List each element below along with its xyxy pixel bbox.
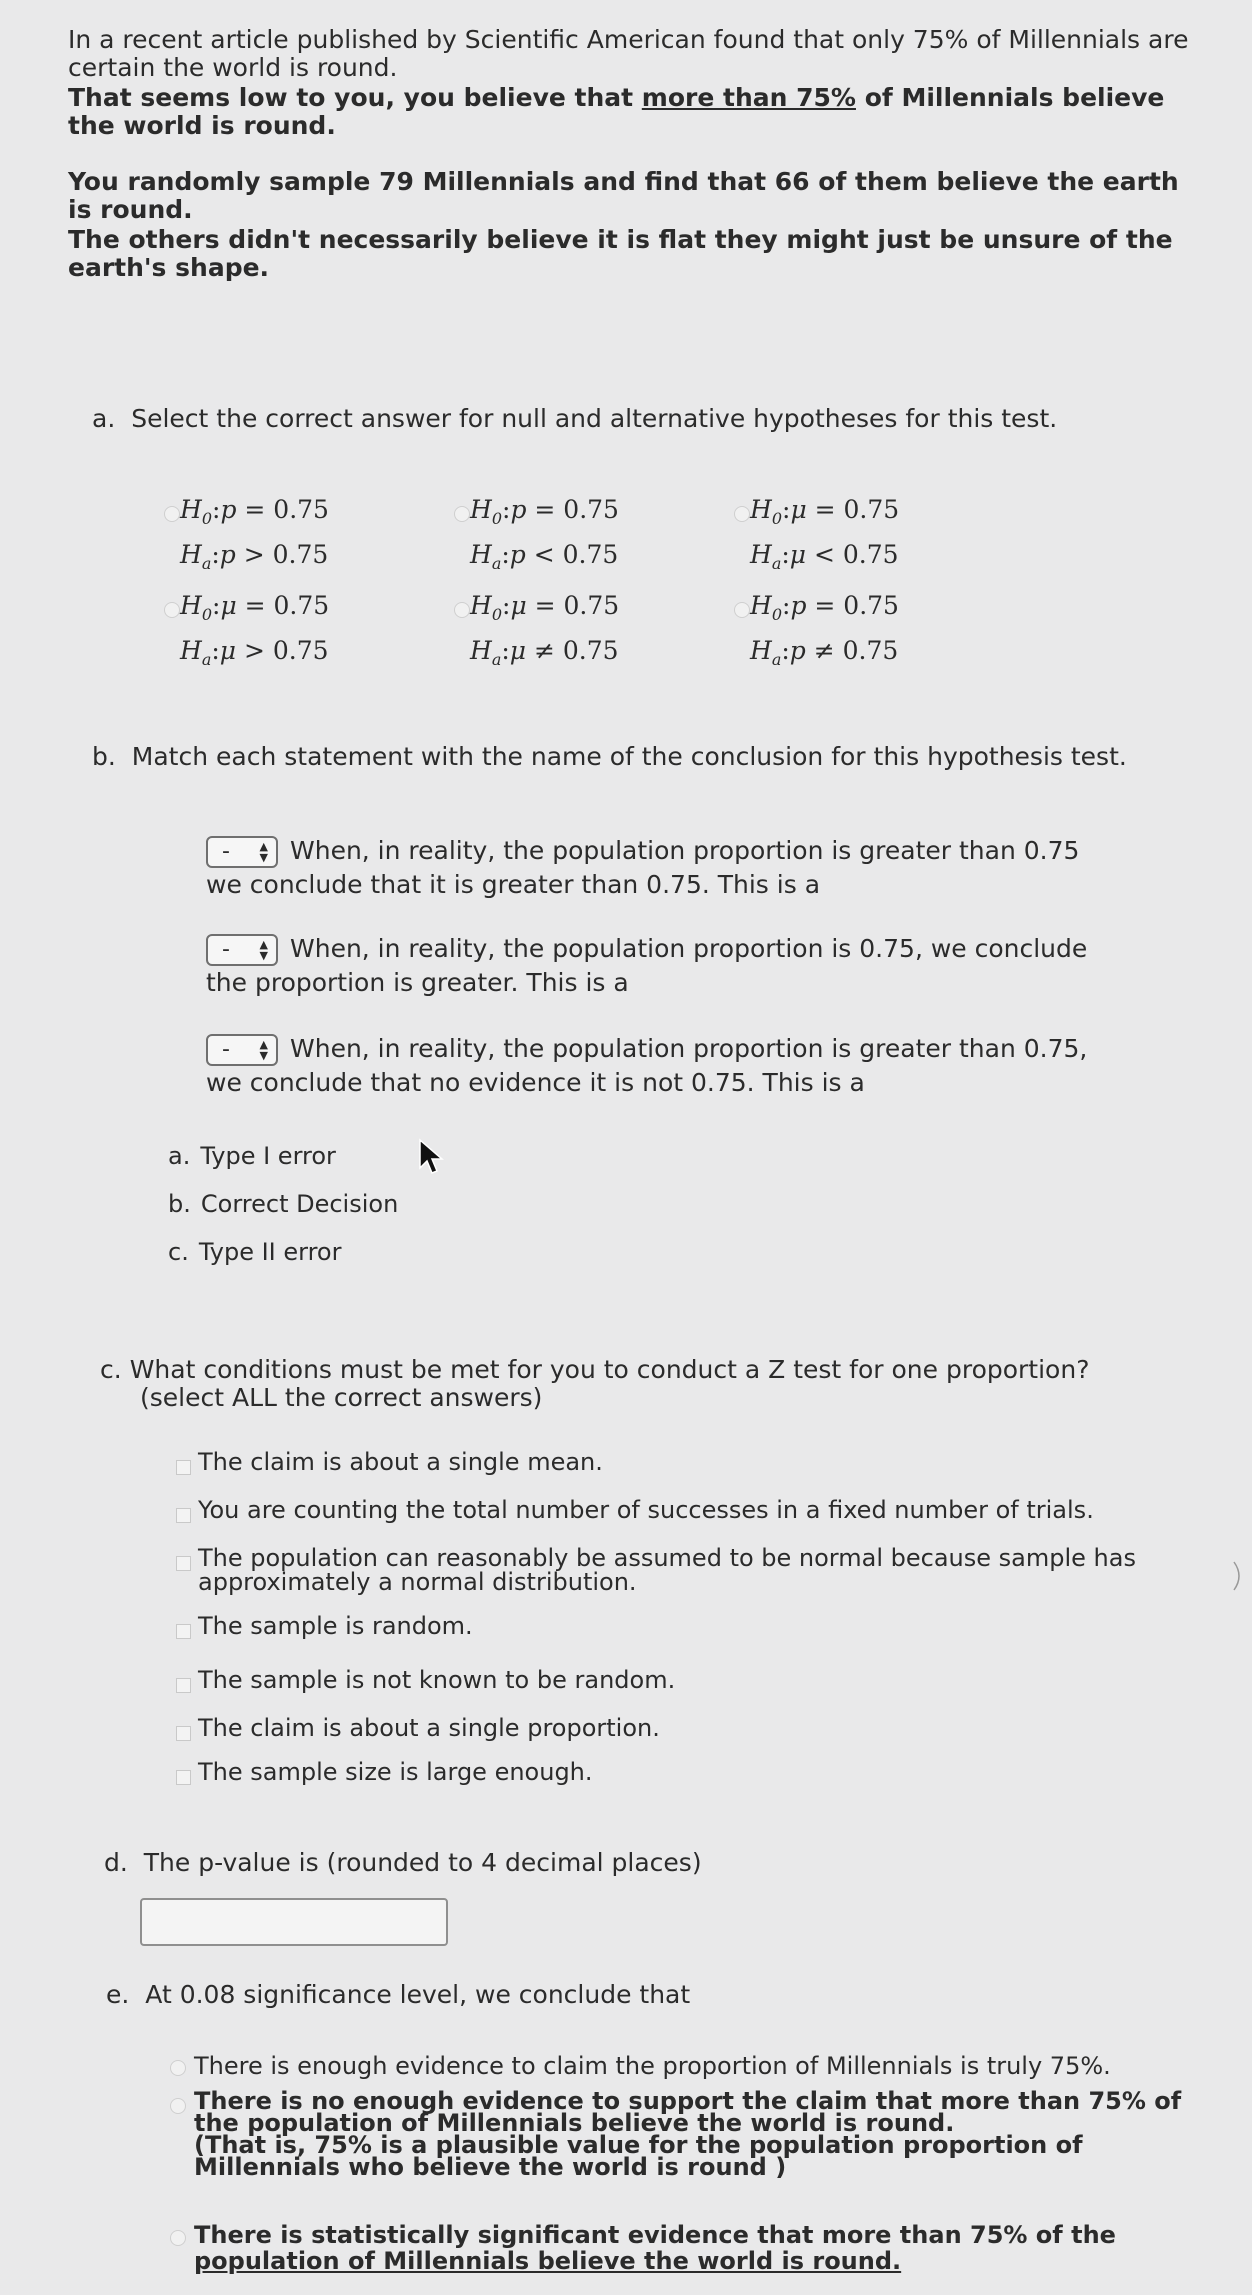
conclusion-option-1[interactable]	[178, 2052, 1111, 2080]
hypothesis-token: μ	[219, 636, 237, 665]
hypothesis-option-5[interactable]	[470, 588, 619, 678]
hypothesis-token: :	[501, 540, 510, 569]
hypothesis-token: <	[806, 540, 843, 569]
hypothesis-option-2[interactable]	[470, 492, 619, 582]
hypothesis-token: =	[806, 591, 844, 620]
hypothesis-option-1[interactable]	[180, 492, 329, 582]
intro-p2-underlined: more than 75%	[641, 83, 856, 112]
checkbox[interactable]	[176, 1726, 191, 1741]
choice-letter: a.	[168, 1142, 191, 1170]
conclusion-option-2-line: the population of Millennials believe the world is round.	[194, 2109, 955, 2137]
mouse-pointer-icon	[418, 1138, 450, 1178]
hypothesis-token: a	[201, 554, 212, 573]
select-value: -	[222, 937, 230, 962]
hypothesis-token: H	[470, 591, 492, 620]
statement-text: When, in reality, the population proportion is greater than 0.75	[290, 836, 1080, 865]
hypothesis-token: 0.75	[273, 495, 329, 524]
condition-option-7[interactable]	[176, 1760, 593, 1784]
part-c-question-2: (select ALL the correct answers)	[140, 1383, 543, 1412]
conclusion-option-3-line: There is statistically significant evidence that more than 75% of the	[194, 2221, 1116, 2249]
hypothesis-text	[470, 588, 619, 678]
hypothesis-token: a	[201, 650, 212, 669]
hypothesis-token: :	[211, 540, 220, 569]
choice-letter: c.	[168, 1238, 189, 1266]
hypothesis-token: p	[219, 540, 236, 569]
radio-button[interactable]	[170, 2060, 186, 2076]
conclusion-option-2-text	[194, 2087, 1182, 2181]
hypothesis-token: 0	[491, 509, 502, 528]
statement-text: we conclude that no evidence it is not 0.75. This is a	[206, 1068, 865, 1097]
hypothesis-token: p	[510, 495, 527, 524]
hypothesis-token: H	[470, 540, 492, 569]
hypothesis-token: H	[180, 636, 202, 665]
hypothesis-token: :	[781, 540, 790, 569]
p-value-input[interactable]	[140, 1898, 448, 1946]
hypothesis-token: p	[220, 495, 237, 524]
hypothesis-token: :	[211, 636, 220, 665]
condition-text	[198, 1614, 473, 1638]
radio-button[interactable]	[164, 506, 180, 522]
condition-option-3[interactable]	[176, 1546, 1136, 1594]
part-d-heading	[104, 1848, 702, 1877]
hypothesis-token: =	[806, 495, 844, 524]
choice-letter: b.	[168, 1190, 191, 1218]
hypothesis-token: :	[212, 495, 221, 524]
alternative-hypothesis	[470, 633, 619, 678]
hypothesis-token: H	[180, 540, 202, 569]
hypothesis-token: >	[236, 636, 273, 665]
part-a-question: Select the correct answer for null and alternative hypotheses for this test.	[131, 404, 1058, 433]
null-hypothesis	[470, 492, 619, 537]
select-arrows-icon: ▲ ▼	[259, 840, 268, 864]
choice-correct-decision	[168, 1190, 398, 1238]
hypothesis-token: =	[526, 591, 564, 620]
hypothesis-token: 0	[771, 605, 782, 624]
hypothesis-token: 0.75	[273, 591, 330, 620]
hypothesis-token: :	[782, 495, 791, 524]
hypothesis-token: H	[750, 636, 772, 665]
intro-p4: The others didn't necessarily believe it is flat they might just be unsure of the earth's shape.	[68, 225, 1173, 282]
hypothesis-token: 0.75	[272, 636, 329, 665]
radio-button[interactable]	[734, 506, 750, 522]
part-e-question: At 0.08 significance level, we conclude that	[145, 1980, 691, 2009]
condition-option-4[interactable]	[176, 1614, 473, 1638]
condition-line: The sample is not known to be random.	[198, 1666, 676, 1694]
condition-text	[198, 1450, 603, 1474]
select-arrows-icon: ▲ ▼	[259, 1038, 268, 1062]
checkbox[interactable]	[176, 1678, 191, 1693]
hypothesis-token: p	[790, 591, 807, 620]
conclusion-option-1-text: There is enough evidence to claim the proportion of Millennials is truly 75%.	[194, 2052, 1111, 2080]
condition-line: The sample size is large enough.	[198, 1758, 593, 1786]
hypothesis-token: :	[212, 591, 221, 620]
hypothesis-token: 0.75	[562, 636, 619, 665]
part-c-question: What conditions must be met for you to conduct a Z test for one proportion?	[129, 1355, 1090, 1384]
condition-text	[198, 1716, 660, 1740]
hypothesis-token: :	[502, 495, 511, 524]
hypothesis-token: a	[771, 650, 782, 669]
null-hypothesis	[470, 588, 619, 633]
null-hypothesis	[180, 492, 329, 537]
part-b-question: Match each statement with the name of the conclusion for this hypothesis test.	[131, 742, 1127, 771]
choice-type-i	[168, 1142, 398, 1190]
part-a-heading	[92, 404, 1057, 433]
part-e-label: e.	[106, 1980, 130, 2009]
hypothesis-token: 0.75	[842, 636, 899, 665]
hypothesis-token: H	[470, 495, 492, 524]
condition-line: The claim is about a single mean.	[198, 1448, 603, 1476]
part-d-question: The p-value is (rounded to 4 decimal places)	[143, 1848, 702, 1877]
hypothesis-token: p	[509, 540, 526, 569]
hypothesis-option-4[interactable]	[180, 588, 329, 678]
hypothesis-text	[180, 492, 329, 582]
hypothesis-text	[750, 492, 899, 582]
alternative-hypothesis	[470, 537, 619, 582]
condition-line: The sample is random.	[198, 1612, 473, 1640]
hypothesis-token: :	[501, 636, 510, 665]
alternative-hypothesis	[750, 537, 899, 582]
radio-button[interactable]	[170, 2230, 186, 2246]
part-c-label: c.	[100, 1355, 122, 1384]
condition-option-5[interactable]	[176, 1668, 675, 1692]
condition-option-2[interactable]	[176, 1498, 1094, 1522]
hypothesis-token: a	[771, 554, 782, 573]
hypothesis-token: :	[502, 591, 511, 620]
hypothesis-token: H	[750, 540, 772, 569]
select-value: -	[222, 1037, 230, 1062]
choice-type-ii	[168, 1238, 398, 1286]
hypothesis-token: ≠	[526, 636, 563, 665]
hypothesis-token: =	[526, 495, 564, 524]
checkbox[interactable]	[176, 1624, 191, 1639]
hypothesis-token: p	[789, 636, 806, 665]
condition-option-1[interactable]	[176, 1450, 603, 1474]
hypothesis-token: 0.75	[842, 540, 899, 569]
part-c-heading	[100, 1356, 1089, 1412]
hypothesis-token: 0.75	[563, 495, 619, 524]
hypothesis-token: H	[470, 636, 492, 665]
hypothesis-token: H	[750, 591, 772, 620]
hypothesis-token: 0.75	[843, 495, 900, 524]
part-b-label: b.	[92, 742, 116, 771]
hypothesis-token: 0	[201, 605, 212, 624]
intro-p2-post: of Millennials believe the world is round.	[68, 83, 1165, 140]
select-arrows-icon: ▲ ▼	[259, 938, 268, 962]
intro-p1: In a recent article published by Scientific American found that only 75% of Millennials are certain the world is round.	[68, 25, 1189, 82]
hypothesis-option-6[interactable]	[750, 588, 899, 678]
hypothesis-token: 0.75	[272, 540, 329, 569]
part-a-label: a.	[92, 404, 116, 433]
conclusion-select[interactable]	[206, 1034, 278, 1066]
intro-p3: You randomly sample 79 Millennials and find that 66 of them believe the earth is round.	[68, 167, 1179, 224]
null-hypothesis	[750, 492, 899, 537]
checkbox[interactable]	[176, 1770, 191, 1785]
part-d-label: d.	[104, 1848, 128, 1877]
condition-line: You are counting the total number of successes in a fixed number of trials.	[198, 1496, 1094, 1524]
hypothesis-option-3[interactable]	[750, 492, 899, 582]
hypothesis-token: :	[782, 591, 791, 620]
statement-text: When, in reality, the population proportion is greater than 0.75,	[290, 1034, 1088, 1063]
radio-button[interactable]	[734, 602, 750, 618]
choice-text: Correct Decision	[200, 1190, 399, 1218]
hypothesis-token: 0.75	[563, 591, 620, 620]
hypothesis-token: =	[236, 495, 274, 524]
conclusion-option-3[interactable]	[178, 2222, 1116, 2274]
hypothesis-token: μ	[509, 636, 527, 665]
alternative-hypothesis	[180, 633, 329, 678]
condition-option-6[interactable]	[176, 1716, 660, 1740]
conclusion-choices	[168, 1142, 398, 1286]
choice-text: Type I error	[200, 1142, 336, 1170]
hypothesis-token: H	[180, 591, 202, 620]
conclusion-option-2-line: Millennials who believe the world is round )	[194, 2153, 787, 2181]
checkbox[interactable]	[176, 1556, 191, 1571]
conclusion-select[interactable]	[206, 934, 278, 966]
condition-line: approximately a normal distribution.	[198, 1568, 637, 1596]
hypothesis-token: ≠	[805, 636, 843, 665]
hypothesis-token: H	[180, 495, 202, 524]
null-hypothesis	[180, 588, 329, 633]
conclusion-option-3-text	[194, 2222, 1116, 2274]
chevron-right-icon	[1232, 1560, 1246, 1592]
alternative-hypothesis	[180, 537, 329, 582]
condition-text	[198, 1546, 1136, 1594]
radio-button[interactable]	[454, 506, 470, 522]
part-e-heading	[106, 1980, 690, 2009]
conclusion-option-2[interactable]	[178, 2087, 1182, 2181]
hypothesis-text	[180, 588, 329, 678]
condition-line: The population can reasonably be assumed to be normal because sample has	[198, 1544, 1136, 1572]
hypothesis-token: μ	[510, 591, 527, 620]
checkbox[interactable]	[176, 1460, 191, 1475]
hypothesis-token: 0	[201, 509, 212, 528]
hypothesis-token: :	[781, 636, 790, 665]
intro-p2-pre: That seems low to you, you believe that	[68, 83, 642, 112]
hypothesis-token: 0.75	[843, 591, 899, 620]
alternative-hypothesis	[750, 633, 899, 678]
statement-text: When, in reality, the population proportion is 0.75, we conclude	[290, 934, 1088, 963]
condition-line: The claim is about a single proportion.	[198, 1714, 660, 1742]
conclusion-option-2-line: There is no enough evidence to support the claim that more than 75% of	[194, 2087, 1182, 2115]
hypothesis-token: =	[236, 591, 274, 620]
hypothesis-token: μ	[790, 495, 807, 524]
hypothesis-token: 0	[491, 605, 502, 624]
statement-text: the proportion is greater. This is a	[206, 968, 629, 997]
hypothesis-token: μ	[220, 591, 237, 620]
checkbox[interactable]	[176, 1508, 191, 1523]
hypothesis-text	[470, 492, 619, 582]
hypothesis-token: H	[750, 495, 772, 524]
null-hypothesis	[750, 588, 899, 633]
statement-text: we conclude that it is greater than 0.75. This is a	[206, 870, 821, 899]
radio-button[interactable]	[454, 602, 470, 618]
condition-text	[198, 1760, 593, 1784]
intro-p2	[68, 84, 1208, 140]
select-value: -	[222, 839, 230, 864]
choice-text: Type II error	[198, 1238, 342, 1266]
conclusion-select[interactable]	[206, 836, 278, 868]
hypothesis-text	[750, 588, 899, 678]
conclusion-option-2-line: (That is, 75% is a plausible value for the population proportion of	[194, 2131, 1083, 2159]
hypothesis-token: 0.75	[562, 540, 619, 569]
hypothesis-token: 0	[771, 509, 782, 528]
hypothesis-token: a	[491, 650, 502, 669]
radio-button[interactable]	[164, 602, 180, 618]
condition-text	[198, 1498, 1094, 1522]
hypothesis-token: >	[235, 540, 273, 569]
radio-button[interactable]	[170, 2098, 186, 2114]
condition-text	[198, 1668, 675, 1692]
problem-intro	[68, 26, 1208, 282]
conclusion-option-3-line: population of Millennials believe the world is round.	[194, 2247, 902, 2275]
hypothesis-token: a	[491, 554, 502, 573]
part-b-heading	[92, 742, 1127, 771]
hypothesis-token: <	[525, 540, 563, 569]
hypothesis-token: μ	[789, 540, 807, 569]
